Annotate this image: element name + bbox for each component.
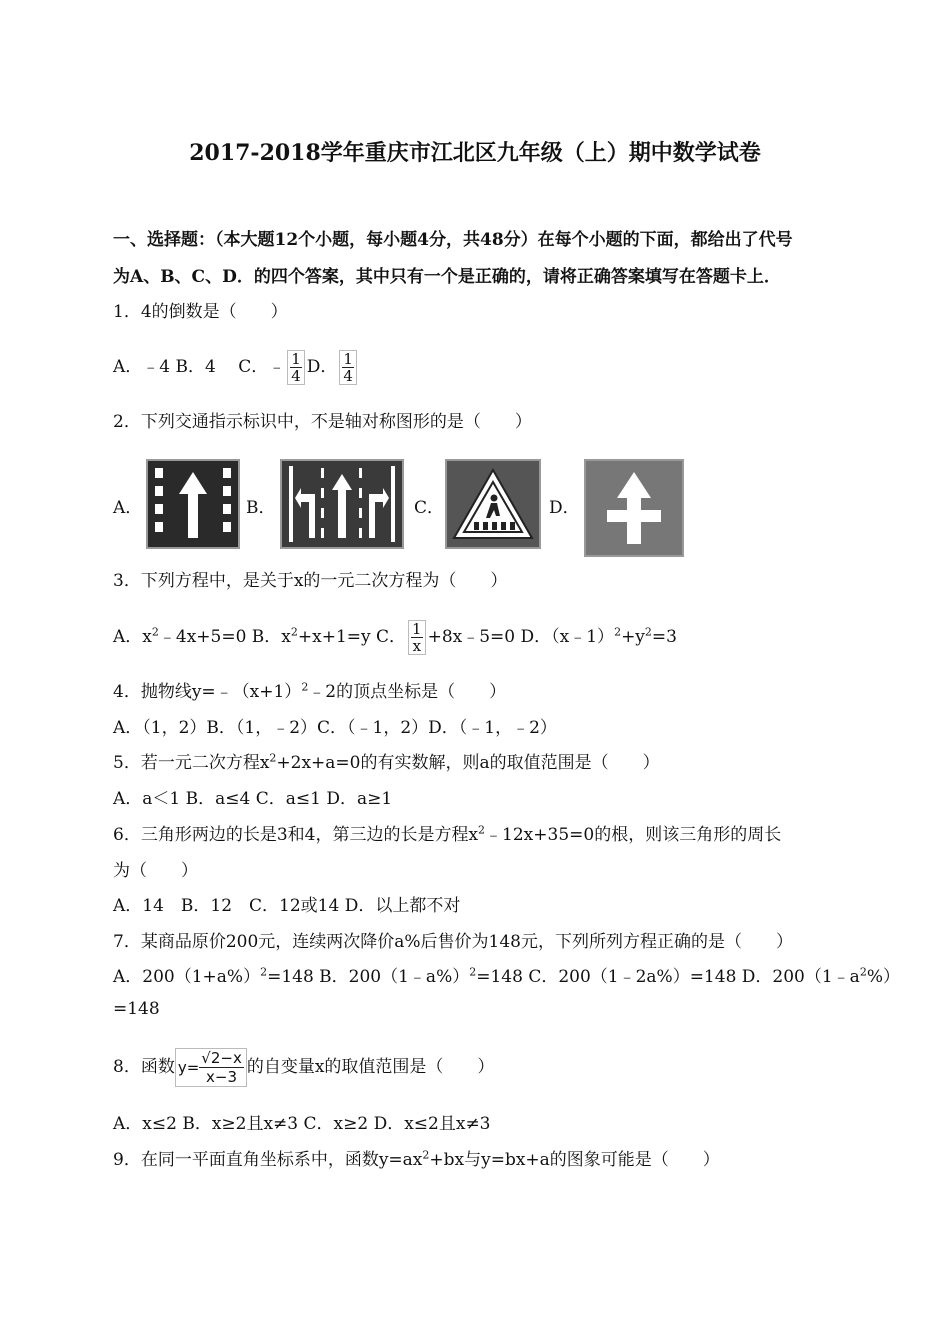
question-3-options: A．$x^2﹣4x+5=0$ B．$x^2+x+1=y$ C． $\frac{1}{x}$ +8x﹣5=0 D．$(x﹣1)^2+y^2=3$ — [113, 620, 677, 655]
page-title: 2017-2018学年重庆市江北区九年级（上）期中数学试卷 — [189, 140, 761, 166]
q1-option-d: D． — [306, 357, 338, 377]
question-9-stem: 9．在同一平面直角坐标系中，函数$y=ax^2+bx$与y=bx+a的图象可能是（ ） — [113, 1148, 720, 1170]
q2-label-b: B． — [246, 498, 276, 518]
question-3-stem: 3．下列方程中，是关于x的一元二次方程为（ ） — [113, 571, 508, 591]
fraction-one-quarter-d: $\frac{1}{4}$ — [339, 350, 357, 385]
question-5-options: A．a＜1 B．a≤4 C．a≤1 D．a≥1 — [113, 789, 393, 809]
q2-label-d: D． — [549, 498, 580, 518]
sign-pedestrian-crossing-icon — [444, 458, 542, 550]
sign-cross-arrow-icon — [583, 458, 685, 558]
question-6-stem-cont: 为（ ） — [113, 861, 198, 881]
question-4-options: A．（1，2）B．（1，﹣2）C．（﹣1，2）D．（﹣1，﹣2） — [113, 718, 557, 738]
q2-label-a: A． — [113, 498, 143, 518]
section-heading-line1: 一、选择题：（本大题12个小题，每小题4分，共48分）在每个小题的下面，都给出了代号 — [113, 230, 793, 250]
function-formula: y= $\frac{√2-x}{x-3}$ — [175, 1048, 247, 1087]
sign-lane-arrows-icon — [279, 458, 405, 550]
question-2-stem: 2．下列交通指示标识中，不是轴对称图形的是（ ） — [113, 412, 532, 432]
question-6-stem: 6．三角形两边的长是3和4，第三边的长是方程$x^2﹣12x+35=0$的根，则该三角形的周长 — [113, 823, 782, 845]
question-4-stem: 4．抛物线$y=﹣(x+1)^2﹣2$的顶点坐标是（ ） — [113, 680, 507, 702]
section-heading-line2: 为A、B、C、D．的四个答案，其中只有一个是正确的，请将正确答案填写在答题卡上． — [113, 267, 781, 287]
q2-label-c: C． — [414, 498, 445, 518]
question-6-options: A．14 B．12 C．12或14 D．以上都不对 — [113, 896, 461, 916]
question-1-stem: 1．4的倒数是（ ） — [113, 302, 288, 322]
question-7-options: A．$200(1+a\%)^2=148$ B．200（1﹣a%）$^2$=148 C．200（1﹣2a%）=148 D．$200(1﹣a^2\%)$ — [113, 965, 900, 987]
sign-straight-arrow-icon — [145, 458, 241, 550]
question-5-stem: 5．若一元二次方程$x^2+2x+a=0$的有实数解，则a的取值范围是（ ） — [113, 751, 660, 773]
question-7-options-cont: =148 — [113, 999, 160, 1019]
fraction-one-quarter-c: $\frac{1}{4}$ — [287, 350, 305, 385]
question-1-options — [113, 350, 359, 385]
question-8-stem: 8．函数 y= $\frac{√2-x}{x-3}$ 的自变量x的取值范围是（ ） — [113, 1049, 495, 1086]
question-7-stem: 7．某商品原价200元，连续两次降价a%后售价为148元，下列所列方程正确的是（ ） — [113, 932, 793, 952]
question-8-options: A．x≤2 B．x≥2且x≠3 C．x≥2 D．x≤2且x≠3 — [113, 1114, 491, 1134]
q1-options-ac: A．﹣4 B．4 C．﹣ — [113, 357, 286, 377]
fraction-one-over-x: $\frac{1}{x}$ — [408, 620, 426, 655]
